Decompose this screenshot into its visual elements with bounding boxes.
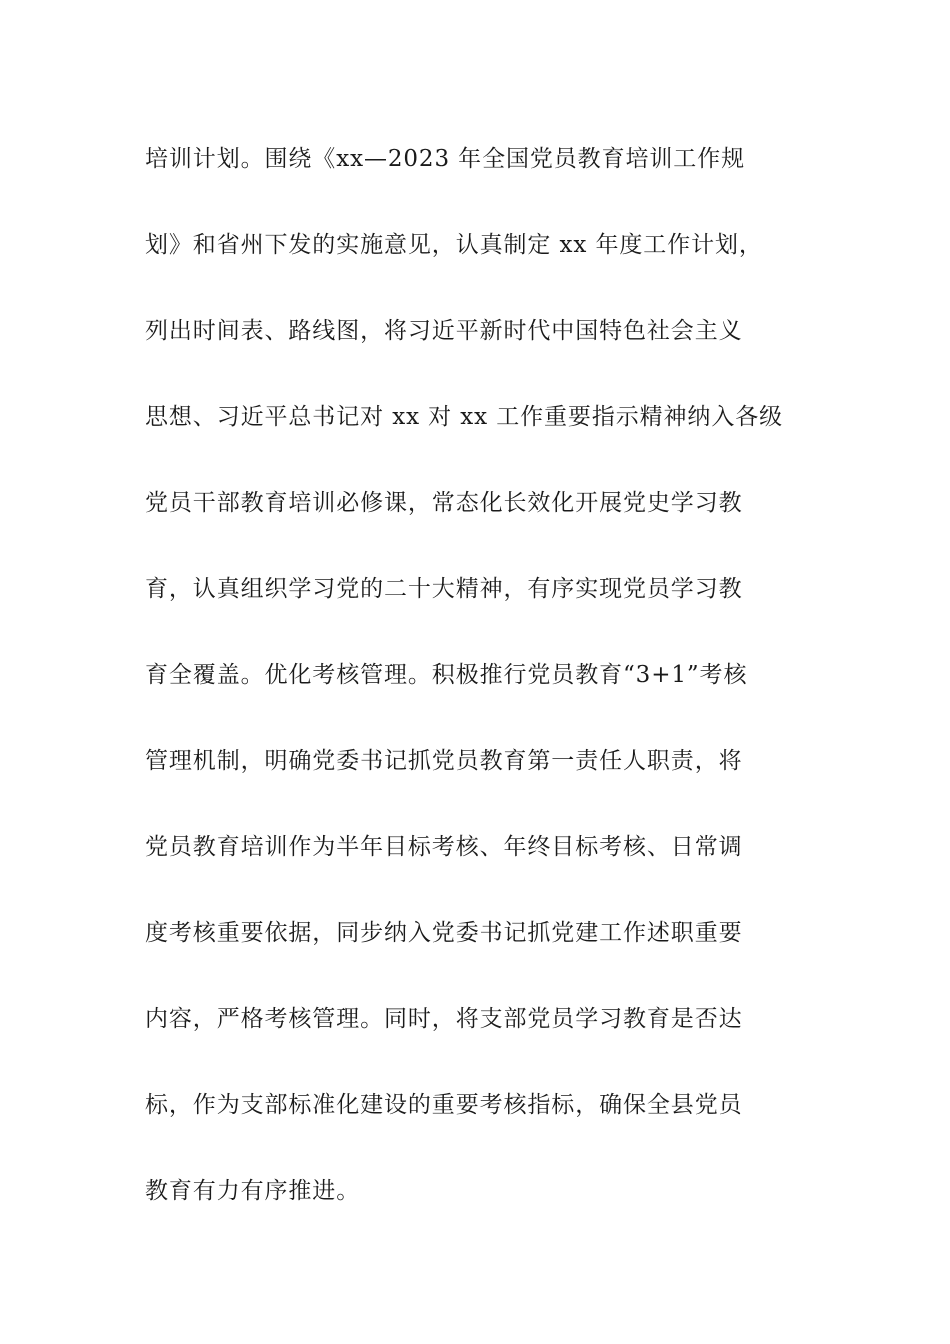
text-line-7: 育全覆盖。优化考核管理。积极推行党员教育“3+1”考核 (145, 662, 748, 688)
text-line-2: 划》和省州下发的实施意见，认真制定 xx 年度工作计划， (145, 232, 763, 258)
text-line-9: 党员教育培训作为半年目标考核、年终目标考核、日常调 (145, 834, 743, 860)
text-line-5: 党员干部教育培训必修课，常态化长效化开展党史学习教 (145, 490, 743, 516)
text-line-3: 列出时间表、路线图，将习近平新时代中国特色社会主义 (145, 318, 743, 344)
body-paragraph (145, 134, 845, 1252)
text-line-12: 标，作为支部标准化建设的重要考核指标，确保全县党员 (145, 1092, 743, 1118)
text-line-6: 育，认真组织学习党的二十大精神，有序实现党员学习教 (145, 576, 743, 602)
text-line-1: 培训计划。围绕《xx—2023 年全国党员教育培训工作规 (145, 146, 745, 172)
text-line-13: 教育有力有序推进。 (145, 1178, 361, 1204)
text-line-8: 管理机制，明确党委书记抓党员教育第一责任人职责，将 (145, 748, 743, 774)
text-line-4: 思想、习近平总书记对 xx 对 xx 工作重要指示精神纳入各级 (145, 404, 784, 430)
text-line-10: 度考核重要依据，同步纳入党委书记抓党建工作述职重要 (145, 920, 743, 946)
text-line-11: 内容，严格考核管理。同时，将支部党员学习教育是否达 (145, 1006, 743, 1032)
